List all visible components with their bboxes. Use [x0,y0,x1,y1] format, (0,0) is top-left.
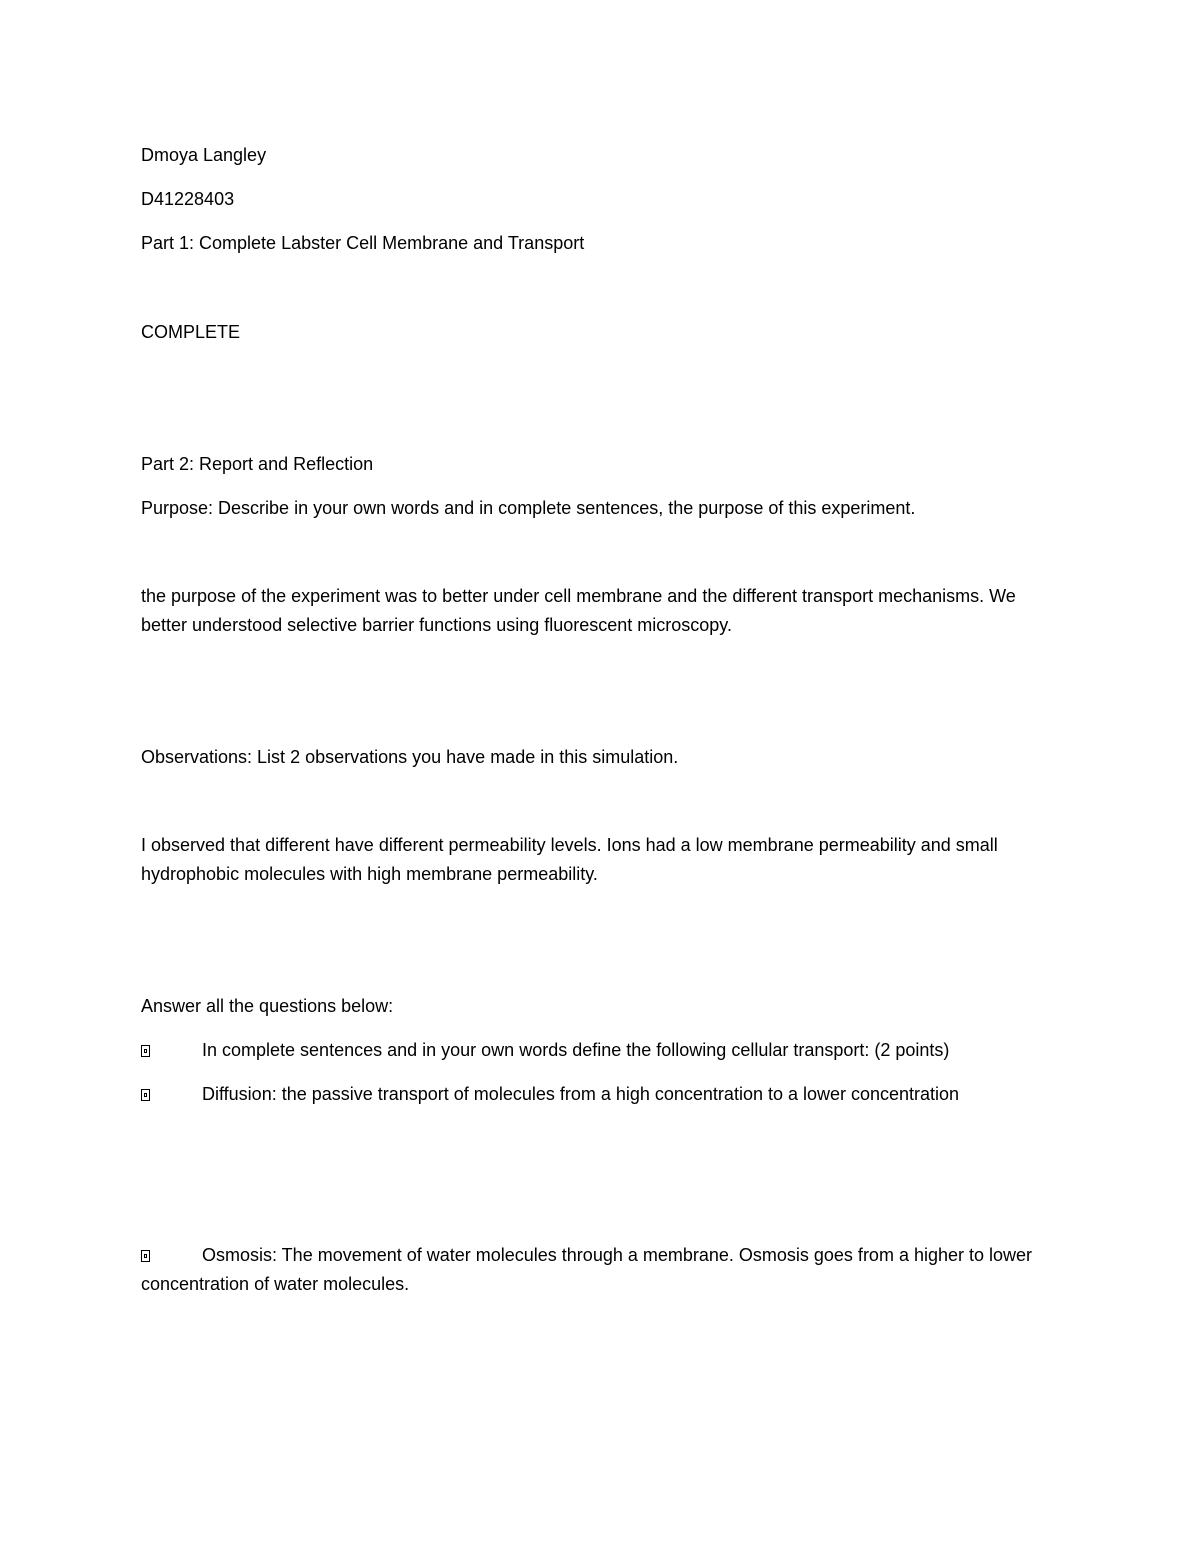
list-item-text: Diffusion: the passive transport of molecules from a high concentration to a lower concentration [202,1084,960,1104]
list-item [141,1241,1061,1299]
bullet-glyph-icon [141,1089,150,1101]
observations-answer: I observed that different have different permeability levels. Ions had a low membrane permeability and small hydrophobic molecules with high membrane permeability. [141,835,998,884]
bullet-glyph-icon [141,1045,150,1057]
purpose-answer: the purpose of the experiment was to better under cell membrane and the different transport mechanisms. We better understood selective barrier functions using fluorescent microscopy. [141,586,1016,635]
list-item-text: Osmosis: The movement of water molecules through a membrane. Osmosis goes from a higher to lower concentration of water molecules. [141,1245,1033,1294]
questions-intro: Answer all the questions below: [141,996,394,1016]
purpose-prompt: Purpose: Describe in your own words and in complete sentences, the purpose of this experiment. [141,498,916,518]
author-name: Dmoya Langley [141,145,267,165]
part1-status: COMPLETE [141,322,241,342]
student-id: D41228403 [141,189,235,209]
observations-prompt: Observations: List 2 observations you have made in this simulation. [141,747,679,767]
list-item-text: In complete sentences and in your own words define the following cellular transport: (2 points) [202,1040,950,1060]
list-item [141,1080,1061,1109]
list-item [141,1036,1061,1065]
bullet-glyph-icon [141,1250,150,1262]
part2-heading: Part 2: Report and Reflection [141,454,374,474]
part1-heading: Part 1: Complete Labster Cell Membrane and Transport [141,233,585,253]
